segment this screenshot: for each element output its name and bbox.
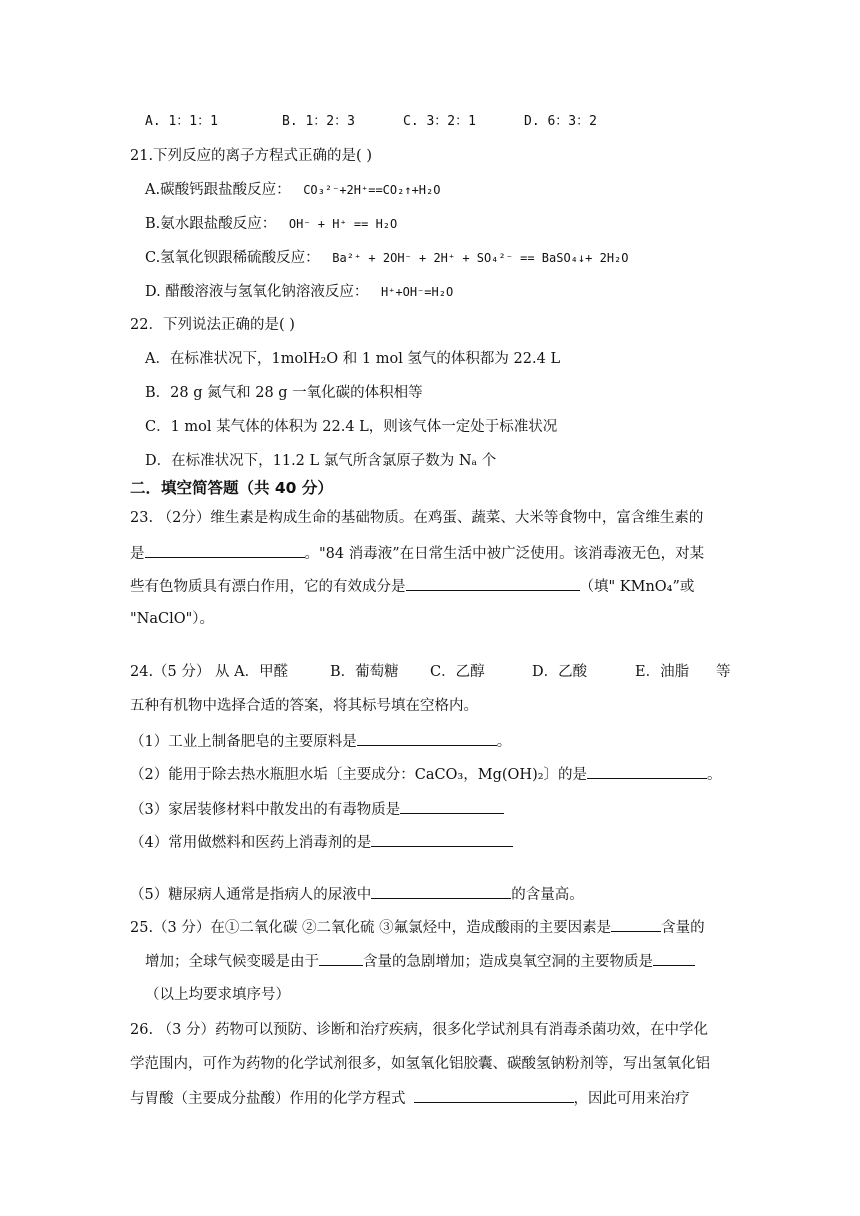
- q24-sub-5-end: 的含量高。: [511, 887, 584, 903]
- q21-option-d: [145, 282, 453, 302]
- q21-option-c-label: C.氢氧化钡跟稀硫酸反应：: [145, 250, 320, 266]
- q21-option-a-label: A.碳酸钙跟盐酸反应：: [145, 182, 291, 198]
- q26-line-2: 学范围内，可作为药物的化学试剂很多，如氢氧化铝胶囊、碳酸氢钠粉剂等，写出氢氧化铝: [130, 1056, 710, 1072]
- q24-line-2: 五种有机物中选择合适的答案，将其标号填在空格内。: [130, 698, 478, 714]
- q22-option-d: D．在标准状况下，11.2 L 氯气所含氯原子数为 Nₐ 个: [145, 453, 497, 469]
- q21-option-d-label: D. 醋酸溶液与氢氧化钠溶液反应：: [145, 284, 369, 300]
- q26-line-3: [130, 1088, 690, 1109]
- q26-line-3-text: 与胃酸（主要成分盐酸）作用的化学方程式: [130, 1091, 406, 1107]
- q23-answer-blank-2[interactable]: [406, 576, 580, 591]
- q24-sub-3: [130, 799, 504, 820]
- q24-sub-1-end: 。: [496, 734, 512, 750]
- q25-answer-blank-3[interactable]: [653, 951, 695, 966]
- q25-line-2: [145, 951, 695, 972]
- q21-stem: 21.下列反应的离子方程式正确的是( ): [130, 148, 372, 164]
- q24-sub-2-text: （2）能用于除去热水瓶胆水垢〔主要成分：CaCO₃，Mg(OH)₂〕的是: [130, 767, 588, 783]
- q24-sub-5-blank[interactable]: [371, 884, 511, 899]
- q22-option-c: C．1 mol 某气体的体积为 22.4 L，则该气体一定处于标准状况: [145, 419, 558, 435]
- q21-option-a-equation: CO₃²⁻+2H⁺==CO₂↑+H₂O: [303, 183, 441, 197]
- q21-option-c: [145, 248, 629, 268]
- q24-sub-3-text: （3）家居装修材料中散发出的有毒物质是: [130, 802, 401, 818]
- q24-option-b: B．葡萄糖: [330, 664, 399, 680]
- q25-line-3: （以上均要求填序号）: [145, 987, 290, 1003]
- q24-line-1: [130, 662, 730, 682]
- q24-sub-2: [130, 764, 722, 785]
- q24-sub-4-blank[interactable]: [371, 832, 513, 847]
- q26-answer-blank[interactable]: [414, 1088, 574, 1103]
- q25-line-1-end: 含量的: [661, 920, 705, 936]
- q24-sub-2-end: 。: [707, 767, 722, 783]
- q26-line-1: 26. （3 分）药物可以预防、诊断和治疗疾病，很多化学试剂具有消毒杀菌功效，在中学化: [130, 1022, 708, 1038]
- q24-option-d: D．乙酸: [532, 664, 588, 680]
- q24-option-c: C．乙醇: [430, 664, 485, 680]
- q23-line-4: "NaClO"）。: [130, 611, 215, 627]
- q21-option-b-label: B.氨水跟盐酸反应：: [145, 216, 277, 232]
- q24-option-e: E．油脂: [635, 664, 690, 680]
- q21-option-b-equation: OH⁻ + H⁺ == H₂O: [288, 217, 398, 231]
- q21-option-d-equation: H⁺+OH⁻=H₂O: [380, 285, 454, 299]
- q21-option-c-equation: Ba²⁺ + 2OH⁻ + 2H⁺ + SO₄²⁻ == BaSO₄↓+ 2H₂O: [332, 251, 629, 265]
- q22-stem: 22．下列说法正确的是( ): [130, 317, 295, 333]
- q23-line-2: [130, 543, 704, 564]
- q24-sub-1-blank[interactable]: [357, 731, 497, 746]
- q23-line-3-start: 些有色物质具有漂白作用，它的有效成分是: [130, 579, 406, 595]
- q20-option-c: C. 3：2：1: [403, 114, 476, 129]
- q23-line-2-start: 是: [130, 546, 145, 562]
- q24-sub-5-text: （5）糖尿病人通常是指病人的尿液中: [130, 887, 372, 903]
- q20-option-b: B. 1：2：3: [282, 114, 355, 129]
- section-2-heading: 二．填空简答题（共 40 分）: [130, 479, 333, 497]
- q22-option-b: B．28 g 氮气和 28 g 一氧化碳的体积相等: [145, 385, 423, 401]
- q22-option-a: A．在标准状况下，1molH₂O 和 1 mol 氢气的体积都为 22.4 L: [145, 351, 561, 367]
- q23-line-2-end: 。"84 消毒液”在日常生活中被广泛使用。该消毒液无色，对某: [304, 546, 705, 562]
- q21-option-b: [145, 214, 397, 234]
- q24-sub-1-text: （1）工业上制备肥皂的主要原料是: [130, 734, 357, 750]
- q25-line-2-text: 增加；全球气候变暖是由于: [145, 954, 319, 970]
- q24-sub-3-blank[interactable]: [400, 799, 504, 814]
- q20-option-a: A. 1：1：1: [145, 114, 218, 129]
- q24-sub-2-blank[interactable]: [587, 764, 707, 779]
- q21-option-a: [145, 180, 440, 200]
- q24-line-1-end: 等: [716, 664, 731, 680]
- q24-sub-4-text: （4）常用做燃料和医药上消毒剂的是: [130, 835, 372, 851]
- q25-line-1-text: 25.（3 分）在①二氧化碳 ②二氧化硫 ③氟氯烃中，造成酸雨的主要因素是: [130, 920, 612, 936]
- q23-answer-blank-1[interactable]: [145, 543, 305, 558]
- q23-line-1: 23. （2分）维生素是构成生命的基础物质。在鸡蛋、蔬菜、大米等食物中，富含维生素的: [130, 510, 704, 526]
- q24-option-a: 24.（5 分） 从 A．甲醛: [130, 664, 289, 680]
- q26-line-3-end: ，因此可用来治疗: [573, 1091, 690, 1107]
- q24-sub-4: [130, 832, 513, 853]
- q25-line-2-mid: 含量的急剧增加；造成臭氧空洞的主要物质是: [363, 954, 653, 970]
- q25-answer-blank-1[interactable]: [611, 917, 661, 932]
- q25-line-1: [130, 917, 705, 938]
- q23-line-3: [130, 576, 694, 597]
- q24-sub-1: [130, 731, 511, 752]
- q20-option-d: D. 6：3：2: [524, 114, 597, 129]
- q24-sub-5: [130, 884, 584, 905]
- q23-line-3-end: （填" KMnO₄”或: [579, 579, 695, 595]
- q25-answer-blank-2[interactable]: [319, 951, 363, 966]
